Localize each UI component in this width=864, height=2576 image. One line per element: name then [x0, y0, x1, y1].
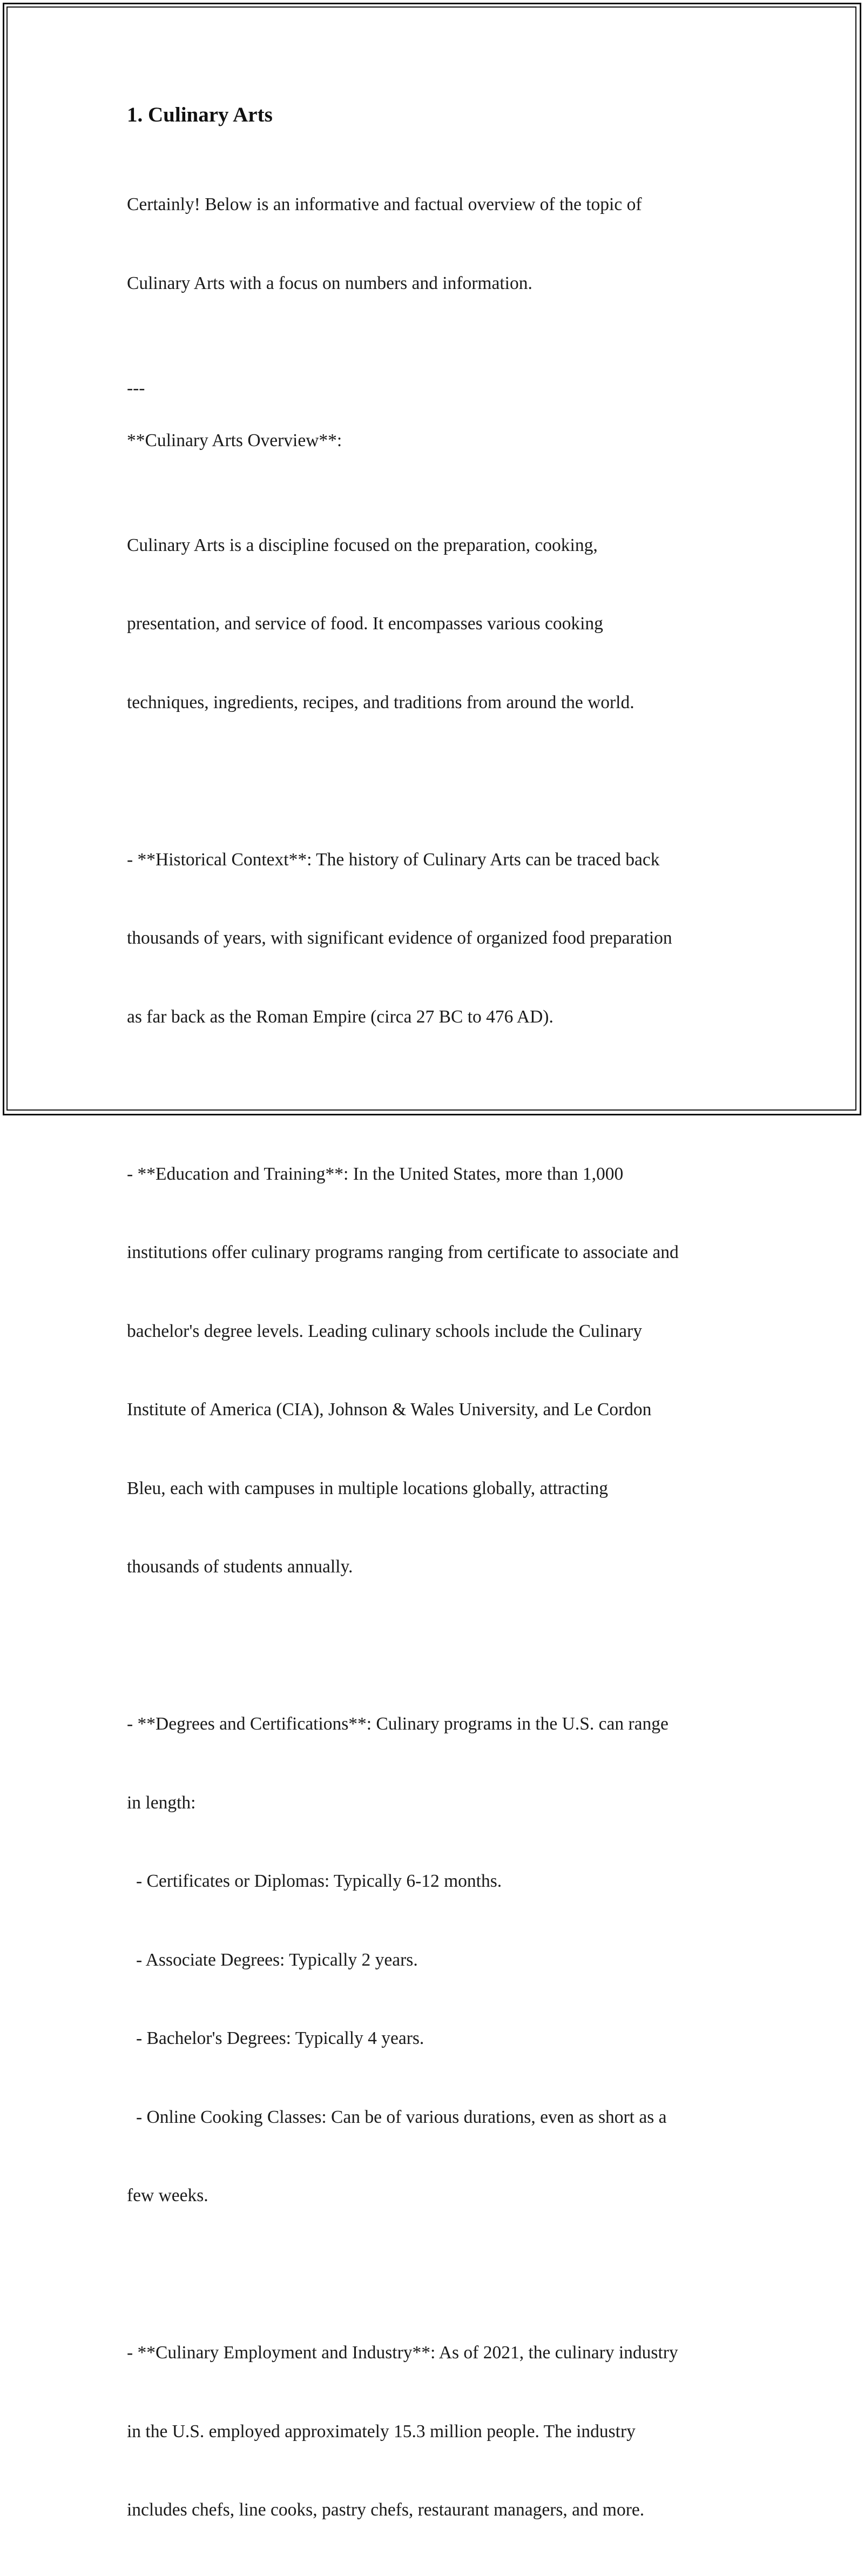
separator: --- — [127, 378, 145, 398]
overview-line: Culinary Arts is a discipline focused on the preparation, cooking, — [127, 535, 598, 555]
degrees-list-item: - Certificates or Diplomas: Typically 6-12 months. — [136, 1871, 502, 1891]
degrees-line: few weeks. — [127, 2185, 208, 2205]
employment-paragraph — [127, 2288, 748, 2576]
document-title: 1. Culinary Arts — [127, 103, 273, 126]
historical-line: as far back as the Roman Empire (circa 27 BC to 476 AD). — [127, 1006, 554, 1027]
employment-line: in the U.S. employed approximately 15.3 million people. The industry — [127, 2421, 636, 2442]
degrees-list-item: - Online Cooking Classes: Can be of various durations, even as short as a — [136, 2107, 667, 2127]
overview-paragraph — [127, 480, 748, 769]
historical-line: thousands of years, with significant evidence of organized food preparation — [127, 928, 672, 948]
degrees-line: in length: — [127, 1792, 196, 1813]
intro-paragraph — [127, 139, 748, 349]
historical-line: - **Historical Context**: The history of Culinary Arts can be traced back — [127, 849, 660, 870]
education-line: - **Education and Training**: In the United States, more than 1,000 — [127, 1163, 624, 1184]
education-paragraph — [127, 1109, 748, 1633]
education-line: institutions offer culinary programs ranging from certificate to associate and — [127, 1242, 679, 1262]
education-line: Bleu, each with campuses in multiple locations globally, attracting — [127, 1478, 608, 1498]
intro-line: Culinary Arts with a focus on numbers and information. — [127, 273, 532, 293]
degrees-paragraph — [127, 1659, 748, 2262]
employment-line: - **Culinary Employment and Industry**: As of 2021, the culinary industry — [127, 2343, 678, 2363]
degrees-line: - **Degrees and Certifications**: Culinary programs in the U.S. can range — [127, 1714, 669, 1734]
education-line: Institute of America (CIA), Johnson & Wales University, and Le Cordon — [127, 1400, 652, 1420]
degrees-list-item: - Associate Degrees: Typically 2 years. — [136, 1949, 418, 1970]
historical-context-paragraph — [127, 795, 748, 1083]
overview-line: presentation, and service of food. It encompasses various cooking — [127, 614, 603, 634]
education-line: bachelor's degree levels. Leading culinary schools include the Culinary — [127, 1321, 642, 1341]
intro-line: Certainly! Below is an informative and factual overview of the topic of — [127, 194, 642, 214]
education-line: thousands of students annually. — [127, 1557, 353, 1577]
document-body — [127, 102, 748, 2576]
employment-line: includes chefs, line cooks, pastry chefs, restaurant managers, and more. — [127, 2500, 645, 2520]
overview-heading: **Culinary Arts Overview**: — [127, 430, 342, 450]
degrees-list-item: - Bachelor's Degrees: Typically 4 years. — [136, 2028, 424, 2048]
overview-line: techniques, ingredients, recipes, and traditions from around the world. — [127, 692, 634, 712]
